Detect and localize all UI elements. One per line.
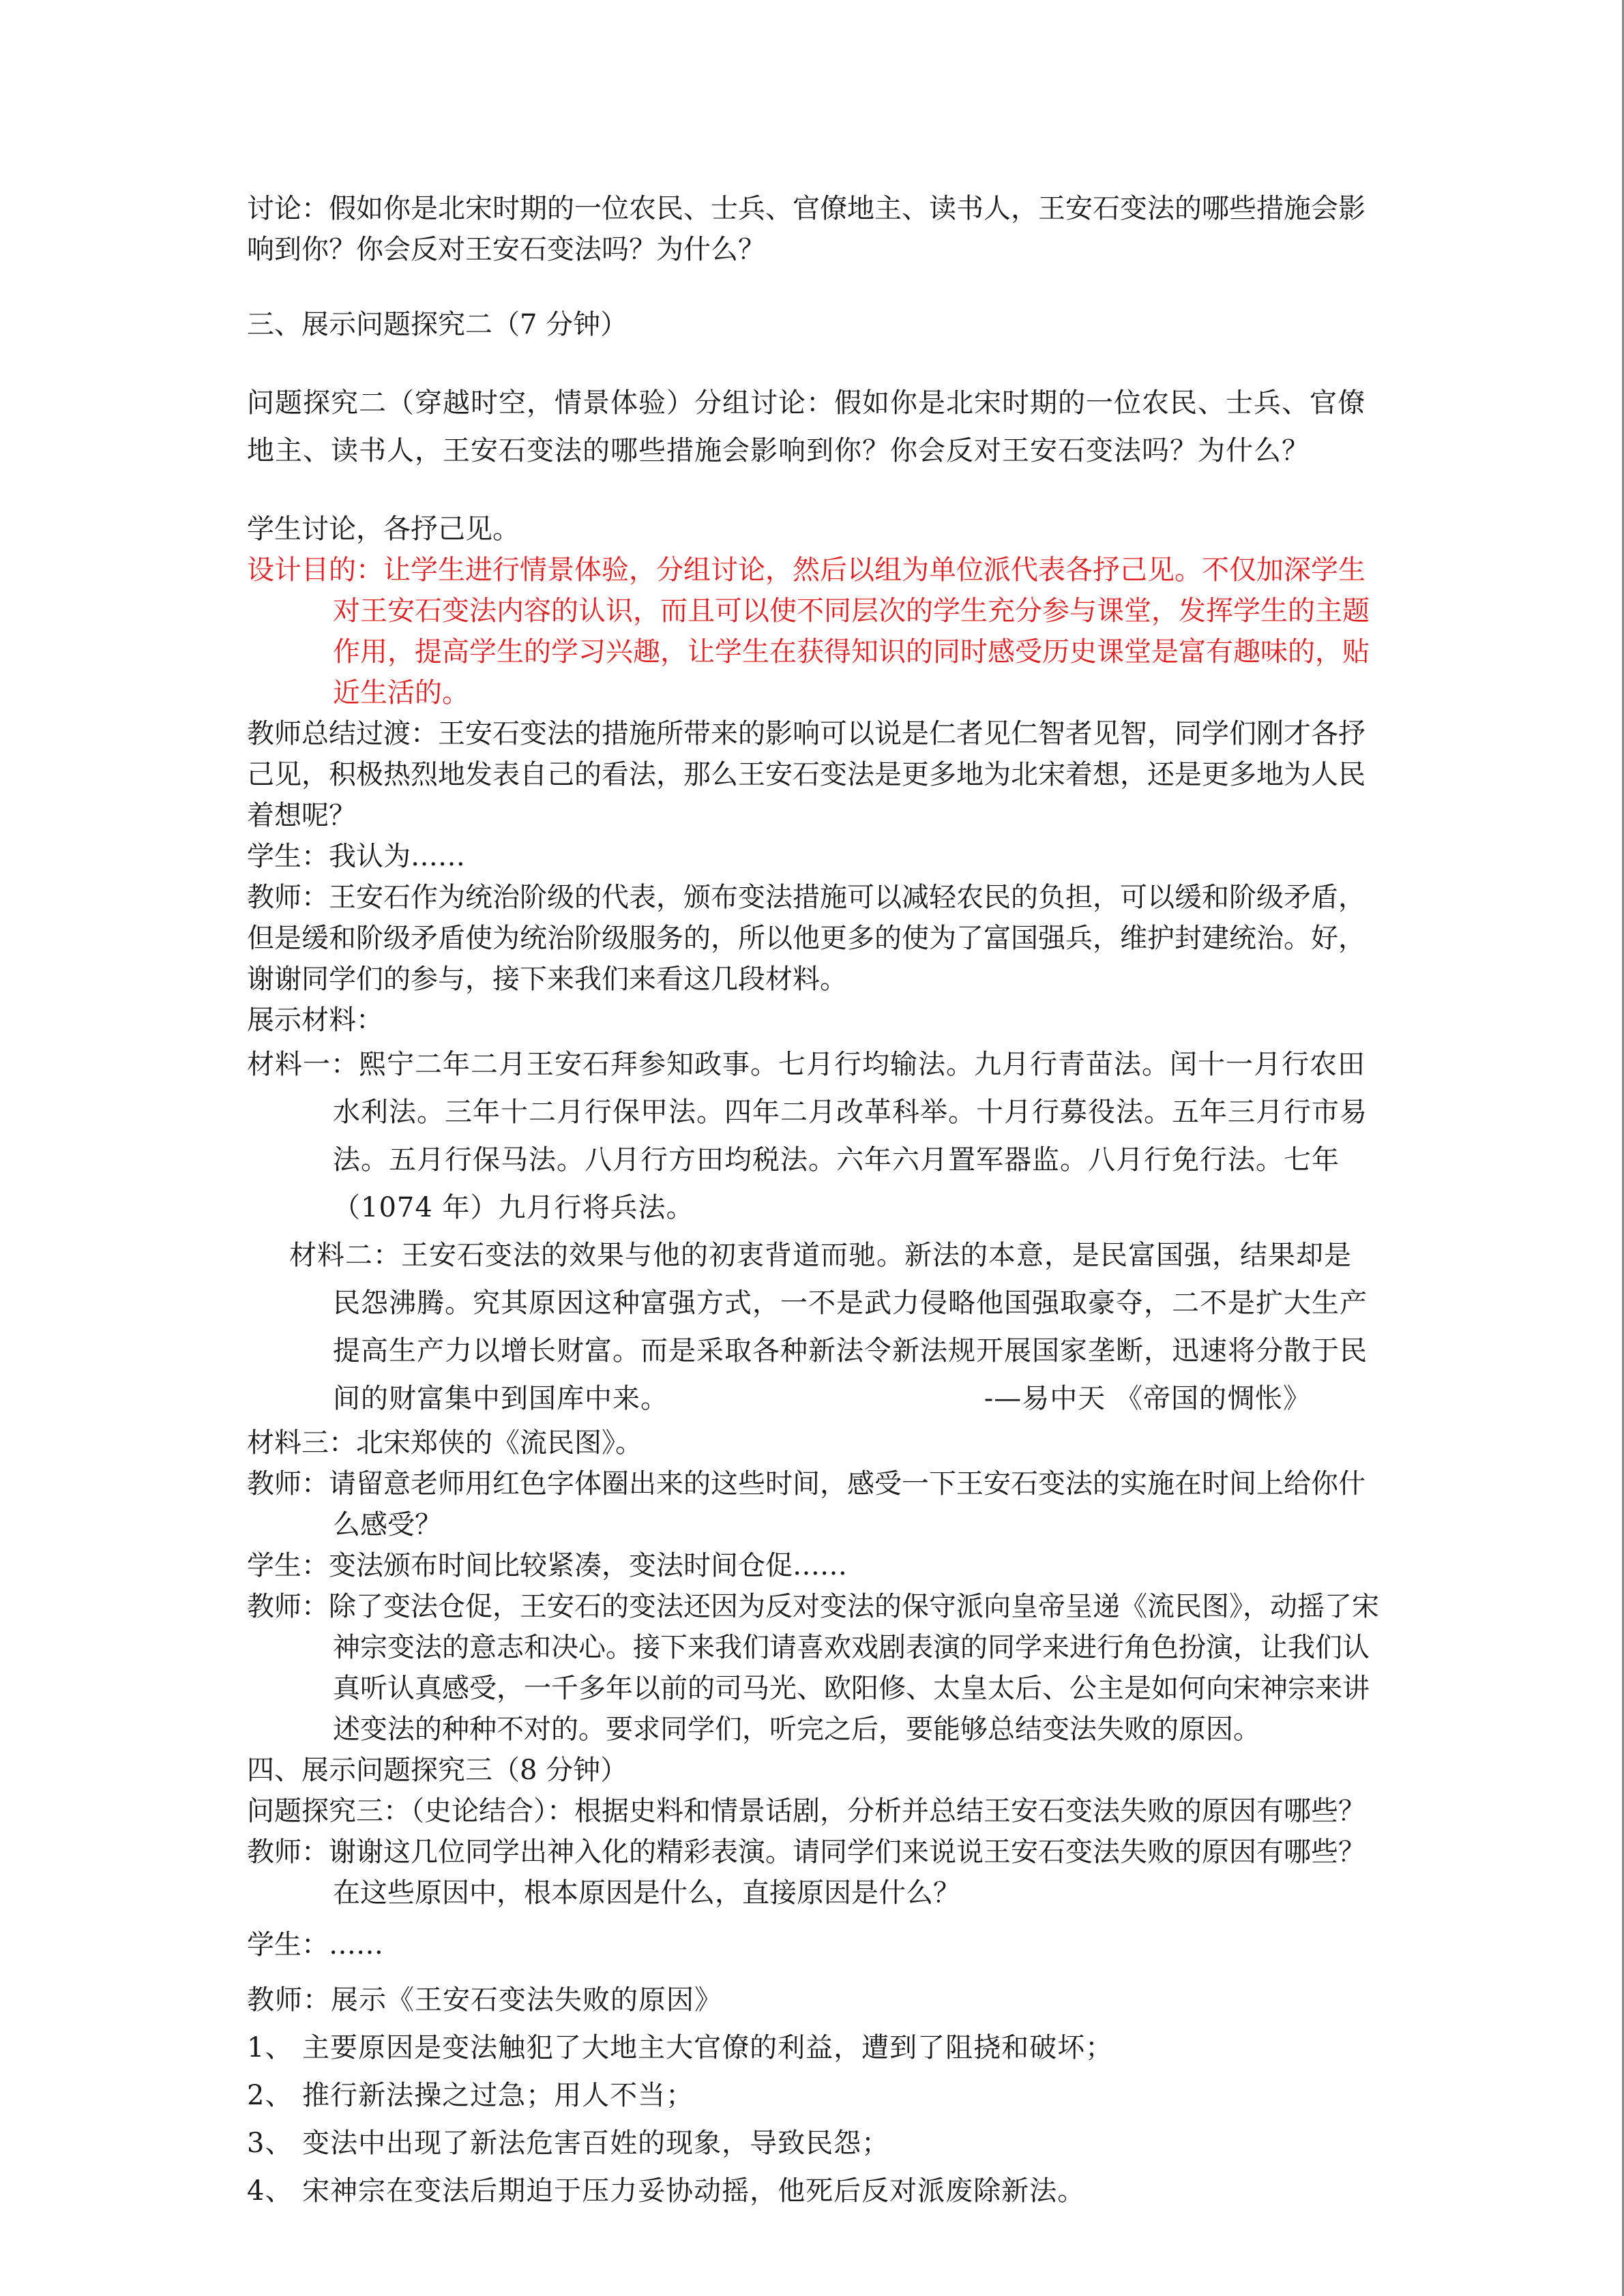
reason-item-3: 3、 变法中出现了新法危害百姓的现象，导致民怨； bbox=[247, 2128, 890, 2159]
document-body bbox=[247, 188, 1379, 2215]
material-two-source: -—易中天 《帝国的惆怅》 bbox=[984, 1383, 1311, 1414]
inquiry-two-paragraph: 问题探究二（穿越时空，情景体验）分组讨论：假如你是北宋时期的一位农民、士兵、官僚地主、读书人，王安石变法的哪些措施会影响到你？你会反对王安石变法吗？为什么？ bbox=[247, 387, 1365, 466]
show-materials-label: 展示材料： bbox=[247, 1004, 383, 1036]
reason-item-4: 4、 宋神宗在变法后期迫于压力妥协动摇，他死后反对派废除新法。 bbox=[247, 2175, 1086, 2207]
design-purpose-paragraph: 设计目的：让学生进行情景体验，分组讨论，然后以组为单位派代表各抒己见。不仅加深学生对王安石变法内容的认识，而且可以使不同层次的学生充分参与课堂，发挥学生的主题作用，提高学生的学习兴趣，让学生在获得知识的同时感受历史课堂是富有趣味的，贴近生活的。 bbox=[247, 554, 1370, 709]
discussion-paragraph: 讨论：假如你是北宋时期的一位农民、士兵、官僚地主、读书人，王安石变法的哪些措施会影响到你？你会反对王安石变法吗？为什么？ bbox=[247, 193, 1365, 265]
teacher-paragraph-6: 教师：展示《王安石变法失败的原因》 bbox=[247, 1984, 722, 2016]
material-two-text: 材料二：王安石变法的效果与他的初衷背道而驰。新法的本意，是民富国强，结果却是民怨沸腾。究其原因这种富强方式，一不是武力侵略他国强取豪夺，二不是扩大生产提高生产力以增长财富。而是采取各种新法令新法规开展国家垄断，迅速将分散于民间的财富集中到国库中来。 bbox=[289, 1240, 1368, 1414]
student-discussion: 学生讨论，各抒己见。 bbox=[247, 513, 520, 545]
teacher-paragraph-4: 教师：除了变法仓促，王安石的变法还因为反对变法的保守派向皇帝呈递《流民图》，动摇了宋神宗变法的意志和决心。接下来我们请喜欢戏剧表演的同学来进行角色扮演，让我们认真听认真感受，一千多年以前的司马光、欧阳修、太皇太后、公主是如何向宋神宗来讲述变法的种种不对的。要求同学们，听完之后，要能够总结变法失败的原因。 bbox=[247, 1591, 1379, 1745]
inquiry-three-paragraph: 问题探究三：（史论结合）：根据史料和情景话剧，分析并总结王安石变法失败的原因有哪些？ bbox=[247, 1795, 1365, 1827]
reason-item-1: 1、 主要原因是变法触犯了大地主大官僚的利益，遭到了阻挠和破坏； bbox=[247, 2032, 1114, 2063]
teacher-paragraph-3: 教师：请留意老师用红色字体圈出来的这些时间，感受一下王安石变法的实施在时间上给你什么感受？ bbox=[247, 1468, 1365, 1540]
student-reply-2: 学生：变法颁布时间比较紧凑，变法时间仓促…… bbox=[247, 1550, 847, 1581]
teacher-summary-paragraph: 教师总结过渡：王安石变法的措施所带来的影响可以说是仁者见仁智者见智，同学们刚才各抒己见，积极热烈地发表自己的看法，那么王安石变法是更多地为北宋着想，还是更多地为人民着想呢？ bbox=[247, 718, 1365, 831]
material-one: 材料一：熙宁二年二月王安石拜参知政事。七月行均输法。九月行青苗法。闰十一月行农田水利法。三年十二月行保甲法。四年二月改革科举。十月行募役法。五年三月行市易法。五月行保马法。八月行方田均税法。六年六月置军器监。八月行免行法。七年（1074 年）九月行将兵法。 bbox=[247, 1049, 1368, 1223]
reason-item-2: 2、 推行新法操之过急；用人不当； bbox=[247, 2080, 694, 2111]
teacher-paragraph-5: 教师：谢谢这几位同学出神入化的精彩表演。请同学们来说说王安石变法失败的原因有哪些？在这些原因中，根本原因是什么，直接原因是什么？ bbox=[247, 1836, 1365, 1909]
section-heading-3: 三、展示问题探究二（7 分钟） bbox=[247, 309, 628, 340]
section-heading-4: 四、展示问题探究三（8 分钟） bbox=[247, 1755, 628, 1786]
teacher-paragraph-2: 教师：王安石作为统治阶级的代表，颁布变法措施可以减轻农民的负担，可以缓和阶级矛盾，但是缓和阶级矛盾使为统治阶级服务的，所以他更多的使为了富国强兵，维护封建统治。好，谢谢同学们的参与，接下来我们来看这几段材料。 bbox=[247, 882, 1365, 995]
material-two bbox=[247, 1232, 1379, 1422]
material-three: 材料三：北宋郑侠的《流民图》。 bbox=[247, 1427, 643, 1459]
student-reply-1: 学生：我认为…… bbox=[247, 841, 465, 872]
student-reply-3: 学生：…… bbox=[247, 1929, 383, 1960]
